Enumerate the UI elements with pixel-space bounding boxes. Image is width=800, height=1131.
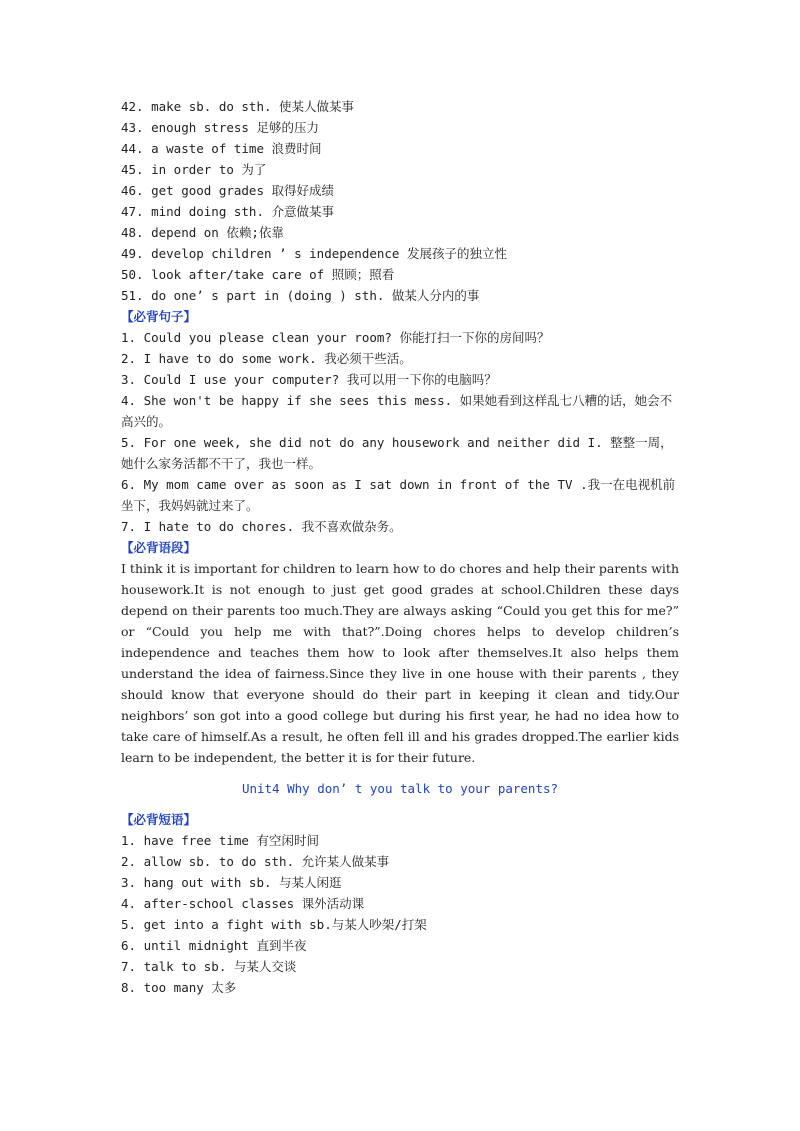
list-item: 6. until midnight 直到半夜 xyxy=(121,938,307,953)
phrase-list-2 xyxy=(121,830,679,998)
list-item: 3. Could I use your computer? 我可以用一下你的电脑吗？ xyxy=(121,372,497,387)
list-item: 5. get into a fight with sb.与某人吵架/打架 xyxy=(121,917,427,932)
sentence-list xyxy=(121,327,679,537)
unit-title: Unit4 Why don’ t you talk to your parents? xyxy=(241,781,559,796)
list-item: 4. She won't be happy if she sees this mess. 如果她看到这样乱七八糟的话，她会不高兴的。 xyxy=(121,393,673,429)
list-item: 7. talk to sb. 与某人交谈 xyxy=(121,959,297,974)
list-item: 48. depend on 依赖;依靠 xyxy=(121,225,284,240)
list-item: 51. do one’ s part in (doing ) sth. 做某人分内的事 xyxy=(121,288,480,303)
list-item: 47. mind doing sth. 介意做某事 xyxy=(121,204,335,219)
list-item: 46. get good grades 取得好成绩 xyxy=(121,183,335,198)
phrases-heading: 【必背短语】 xyxy=(121,812,197,827)
phrase-list-1 xyxy=(121,96,679,306)
list-item: 49. develop children ’ s independence 发展孩子的独立性 xyxy=(121,246,507,261)
list-item: 2. I have to do some work. 我必须干些活。 xyxy=(121,351,412,366)
list-item: 4. after-school classes 课外活动课 xyxy=(121,896,365,911)
list-item: 50. look after/take care of 照顾；照看 xyxy=(121,267,395,282)
list-item: 1. have free time 有空闲时间 xyxy=(121,833,319,848)
paragraph-heading: 【必背语段】 xyxy=(121,540,197,555)
list-item: 1. Could you please clean your room? 你能打扫一下你的房间吗？ xyxy=(121,330,550,345)
list-item: 5. For one week, she did not do any housework and neither did I. 整整一周，她什么家务活都不干了，我也一样。 xyxy=(121,435,673,471)
list-item: 2. allow sb. to do sth. 允许某人做某事 xyxy=(121,854,390,869)
sentences-heading: 【必背句子】 xyxy=(121,309,197,324)
list-item: 44. a waste of time 浪费时间 xyxy=(121,141,322,156)
list-item: 45. in order to 为了 xyxy=(121,162,267,177)
list-item: 7. I hate to do chores. 我不喜欢做杂务。 xyxy=(121,519,402,534)
list-item: 42. make sb. do sth. 使某人做某事 xyxy=(121,99,355,114)
list-item: 8. too many 太多 xyxy=(121,980,237,995)
paragraph-text: I think it is important for children to learn how to do chores and help their parents with housework.It is not enough to just get good grades at school.Children these days depend on their parents too much.They are always asking “Could you get this for me?” or “Could you help me with that?”.Doing chores helps to develop children’s independence and teaches them how to look after themselves.It also helps them understand the idea of fairness.Since they live in one house with their parents , they should know that everyone should do their part in keeping it clean and tidy.Our neighbors’ son got into a good college but during his first year, he had no idea how to take care of himself.As a result, he often fell ill and his grades dropped.The earlier kids learn to be independent, the better it is for their future. xyxy=(121,561,679,765)
list-item: 3. hang out with sb. 与某人闲逛 xyxy=(121,875,342,890)
document-content xyxy=(121,96,679,998)
list-item: 43. enough stress 足够的压力 xyxy=(121,120,319,135)
list-item: 6. My mom came over as soon as I sat down in front of the TV .我一在电视机前坐下，我妈妈就过来了。 xyxy=(121,477,676,513)
